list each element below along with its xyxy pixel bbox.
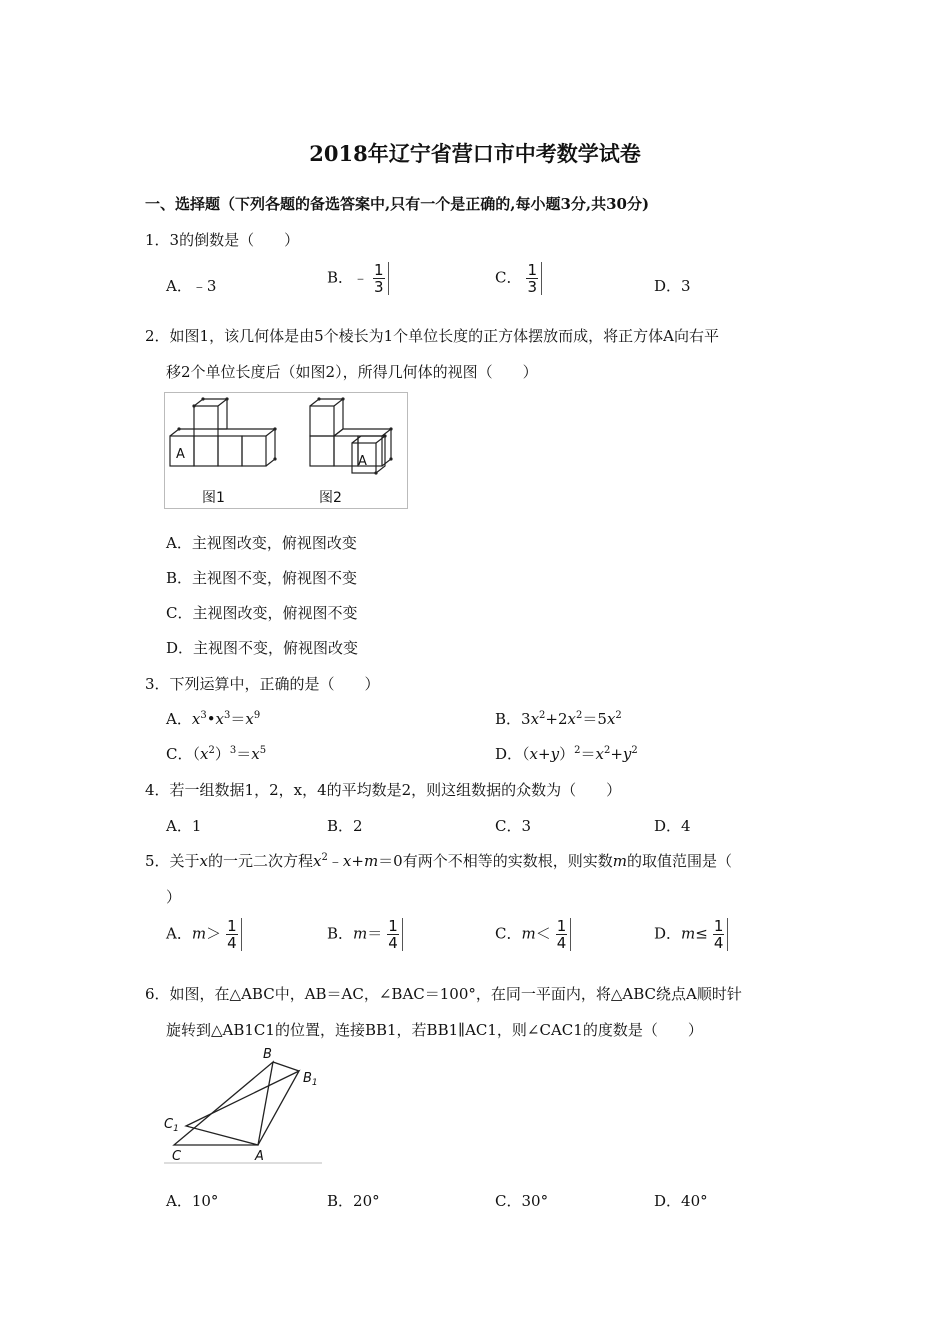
point-b-label: B (263, 1047, 272, 1062)
triangle-figure (162, 1044, 324, 1166)
q6-stem-line2: 旋转到△AB1C1的位置，连接BB1，若BB1∥AC1，则∠CAC1的度数是（ ） (166, 1021, 703, 1039)
q3-option-a: A．$x^3•x^3=x^9$ (166, 710, 261, 728)
q2-stem-line1: 2．如图1，该几何体是由5个棱长为1个单位长度的正方体摆放而成，将正方体A向右平 (145, 327, 720, 345)
point-c-label: C (172, 1149, 182, 1164)
point-b1-label: $B_1$ (303, 1071, 318, 1088)
q4-stem: 4．若一组数据1，2，x，4的平均数是2，则这组数据的众数为（ ） (145, 781, 622, 799)
q1-stem: 1．3的倒数是（ ） (145, 231, 300, 249)
fig2-cube-a-label: A (358, 454, 367, 469)
cube-figures (164, 392, 410, 510)
q1-option-c: C． $\frac{1}{3}$ (495, 262, 542, 295)
q6-option-c: C．30° (495, 1192, 549, 1210)
q2-option-a: A．主视图改变，俯视图改变 (166, 534, 357, 552)
q5-option-a: A．m＞ $\frac{1}{4}$ (166, 918, 242, 951)
q1-option-b: B．﹣ $\frac{1}{3}$ (327, 262, 389, 295)
q3-option-c: C．$(x^2)^3=x^5$ (166, 745, 267, 763)
q4-option-b: B．2 (327, 817, 363, 835)
q2-stem-line2: 移2个单位长度后（如图2），所得几何体的视图（ ） (166, 363, 538, 381)
q6-option-d: D．40° (654, 1192, 708, 1210)
q6-option-a: A．10° (166, 1192, 219, 1210)
q3-option-d: D．$(x+y)^2=x^2+y^2$ (495, 745, 638, 763)
q5-stem-line1: 5．关于x的一元二次方程$x^2﹣x+m=0$有两个不相等的实数根，则实数m的取值范围是（ (145, 852, 732, 870)
q6-option-b: B．20° (327, 1192, 380, 1210)
q4-option-c: C．3 (495, 817, 532, 835)
q3-stem: 3．下列运算中，正确的是（ ） (145, 675, 380, 693)
q4-option-d: D．4 (654, 817, 691, 835)
section-heading: 一、选择题（下列各题的备选答案中,只有一个是正确的,每小题3分,共30分) (145, 195, 650, 213)
fig1-cube-a-label: A (176, 447, 185, 462)
fig2-label: 图2 (319, 490, 342, 506)
q5-option-d: D．m≤ $\frac{1}{4}$ (654, 918, 728, 951)
q2-option-c: C．主视图改变，俯视图不变 (166, 604, 358, 622)
fig1-label: 图1 (202, 490, 225, 506)
q5-option-b: B．m＝ $\frac{1}{4}$ (327, 918, 403, 951)
q4-option-a: A．1 (166, 817, 202, 835)
page-title: 2018年辽宁省营口市中考数学试卷 (309, 141, 641, 166)
q1-option-a: A．﹣3 (166, 277, 217, 295)
q3-option-b: B．$3x^2+2x^2=5x^2$ (495, 710, 622, 728)
q5-stem-line2: ） (166, 888, 182, 906)
point-c1-label: $C_1$ (164, 1117, 179, 1134)
q6-stem-line1: 6．如图，在△ABC中，AB＝AC，∠BAC＝100°，在同一平面内，将△ABC绕点A顺时针 (145, 985, 742, 1003)
q5-option-c: C．m＜ $\frac{1}{4}$ (495, 918, 571, 951)
q2-option-d: D．主视图不变，俯视图改变 (166, 639, 359, 657)
point-a-label: A (255, 1149, 264, 1164)
q2-option-b: B．主视图不变，俯视图不变 (166, 569, 358, 587)
q1-option-d: D．3 (654, 277, 691, 295)
